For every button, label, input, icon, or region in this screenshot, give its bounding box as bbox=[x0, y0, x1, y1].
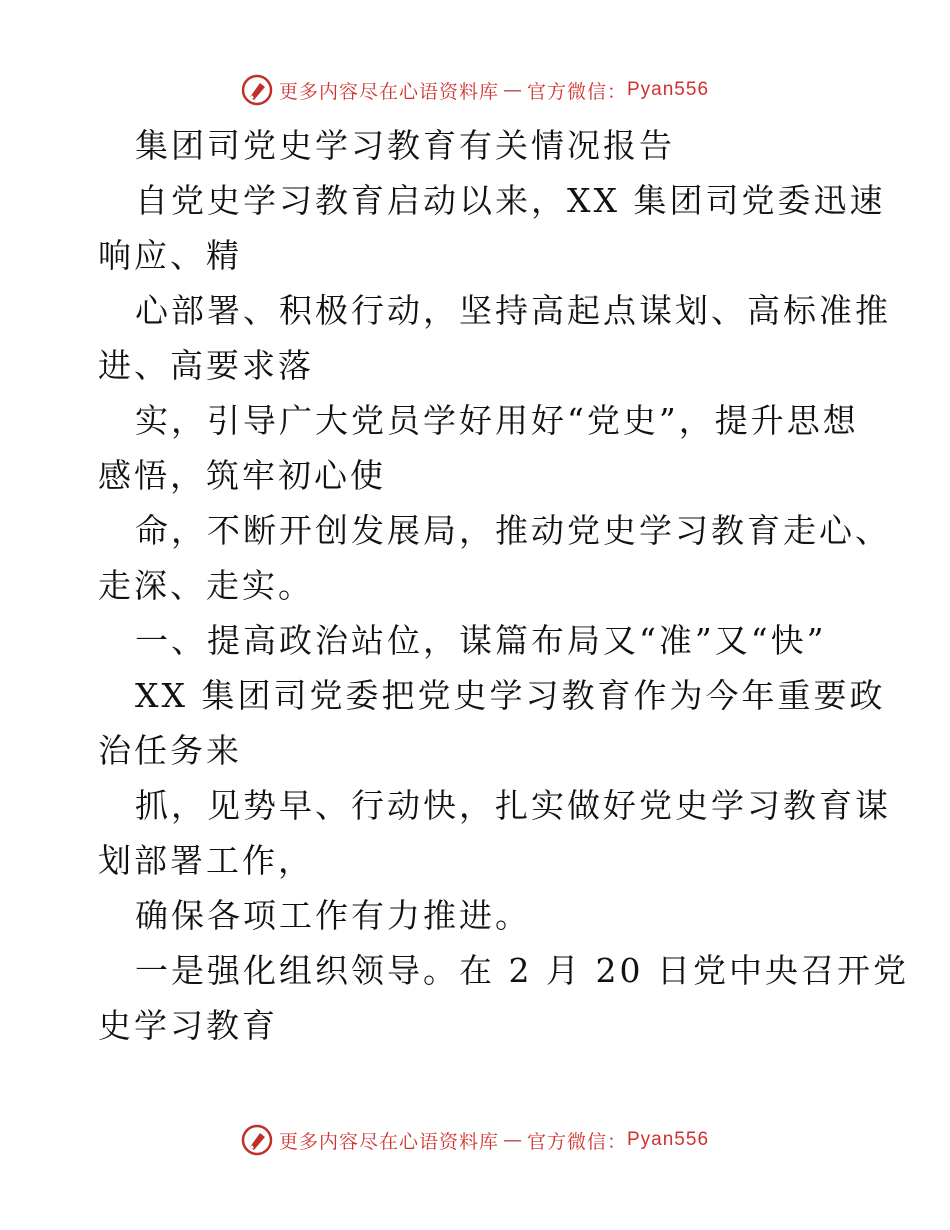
section-heading: 一、提高政治站位，谋篇布局又“准”又“快” bbox=[135, 621, 827, 660]
watermark-footer bbox=[0, 1120, 950, 1160]
document-title: 集团司党史学习教育有关情况报告 bbox=[135, 126, 675, 165]
paragraph-line: 响应、精 bbox=[98, 236, 242, 275]
paragraph-line: 一是强化组织领导。在 2 月 20 日党中央召开党 bbox=[135, 951, 909, 990]
watermark-text: 更多内容尽在心语资料库 bbox=[278, 80, 499, 103]
paragraph-line: 进、高要求落 bbox=[98, 346, 314, 385]
paragraph-line: 感悟，筑牢初心使 bbox=[98, 456, 386, 495]
paragraph-line: 自党史学习教育启动以来，XX 集团司党委迅速 bbox=[135, 181, 886, 220]
watermark-separator: — bbox=[502, 1129, 523, 1151]
paragraph-line: 心部署、积极行动，坚持高起点谋划、高标准推 bbox=[135, 291, 891, 330]
paragraph-line: 治任务来 bbox=[98, 731, 242, 770]
watermark-account: Pyan556 bbox=[627, 1129, 710, 1150]
watermark-account: Pyan556 bbox=[627, 79, 710, 100]
paragraph-line: 走深、走实。 bbox=[98, 566, 314, 605]
watermark-separator: — bbox=[502, 79, 523, 101]
watermark-wechat-label: 官方微信： bbox=[526, 80, 627, 103]
paragraph-line: 命，不断开创发展局，推动党史学习教育走心、 bbox=[135, 511, 891, 550]
watermark-text: 更多内容尽在心语资料库 bbox=[278, 1130, 499, 1153]
paragraph-line: 抓，见势早、行动快，扎实做好党史学习教育谋 bbox=[135, 786, 891, 825]
paragraph-line: 史学习教育 bbox=[98, 1006, 278, 1045]
paragraph-line: XX 集团司党委把党史学习教育作为今年重要政 bbox=[135, 676, 886, 715]
watermark-wechat-label: 官方微信： bbox=[526, 1130, 627, 1153]
paragraph-line: 确保各项工作有力推进。 bbox=[135, 896, 531, 935]
pen-nib-icon bbox=[241, 1124, 273, 1156]
paragraph-line: 实，引导广大党员学好用好“党史”，提升思想 bbox=[135, 401, 859, 440]
document-body bbox=[98, 118, 909, 1053]
watermark-header bbox=[0, 70, 950, 110]
paragraph-line: 划部署工作， bbox=[98, 841, 314, 880]
pen-nib-icon bbox=[241, 74, 273, 106]
